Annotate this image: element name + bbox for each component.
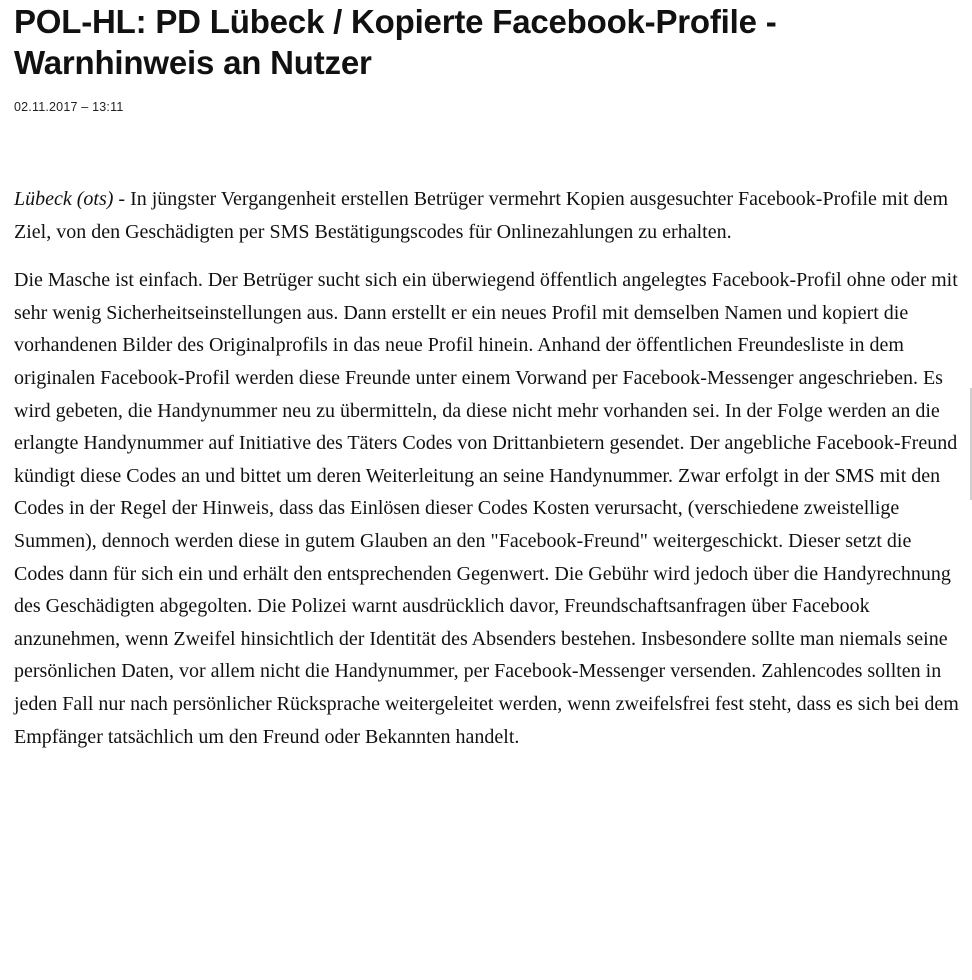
lead-source: Lübeck (ots) [14,188,114,210]
article-dateline: 02.11.2017 – 13:11 [14,100,124,114]
article-lead-paragraph [14,183,962,248]
lead-separator: - [113,188,131,210]
article-headline: POL-HL: PD Lübeck / Kopierte Facebook-Profile - Warnhinweis an Nutzer [14,3,777,81]
article-body-paragraph: Die Masche ist einfach. Der Betrüger sucht sich ein überwiegend öffentlich angelegtes Facebook-Profil ohne oder mit sehr wenig Sicherheitseinstellungen aus. Dann erstellt er ein neues Profil mit demselben Namen und kopiert die vorhandenen Bilder des Originalprofils in das neue Profil hinein. Anhand der öffentlichen Freundesliste in dem originalen Facebook-Profil werden diese Freunde unter einem Vorwand per Facebook-Messenger angeschrieben. Es wird gebeten, die Handynummer neu zu übermitteln, da diese nicht mehr vorhanden sei. In der Folge werden an die erlangte Handynummer auf Initiative des Täters Codes von Drittanbietern gesendet. Der angebliche Facebook-Freund kündigt diese Codes an und bittet um deren Weiterleitung an seine Handynummer. Zwar erfolgt in der SMS mit den Codes in der Regel der Hinweis, dass das Einlösen dieser Codes Kosten verursacht, (verschiedene zweistellige Summen), dennoch werden diese in gutem Glauben an den "Facebook-Freund" weitergeschickt. Dieser setzt die Codes dann für sich ein und erhält den entsprechenden Gegenwert. Die Gebühr wird jedoch über die Handyrechnung des Geschädigten abgegolten. Die Polizei warnt ausdrücklich davor, Freundschaftsanfragen über Facebook anzunehmen, wenn Zweifel hinsichtlich der Identität des Absenders bestehen. Insbesondere sollte man niemals seine persönlichen Daten, vor allem nicht die Handynummer, per Facebook-Messenger versenden. Zahlencodes sollten in jeden Fall nur nach persönlicher Rücksprache weitergeleitet werden, wenn zweifelsfrei fest steht, dass es sich bei dem Empfänger tatsächlich um den Freund oder Bekannten handelt. [14,269,959,748]
lead-text: In jüngster Vergangenheit erstellen Betrüger vermehrt Kopien ausgesuchter Facebook-Profile mit dem Ziel, von den Geschädigten per SMS Bestätigungscodes für Onlinezahlungen zu erhalten. [14,188,948,243]
article [14,0,962,753]
